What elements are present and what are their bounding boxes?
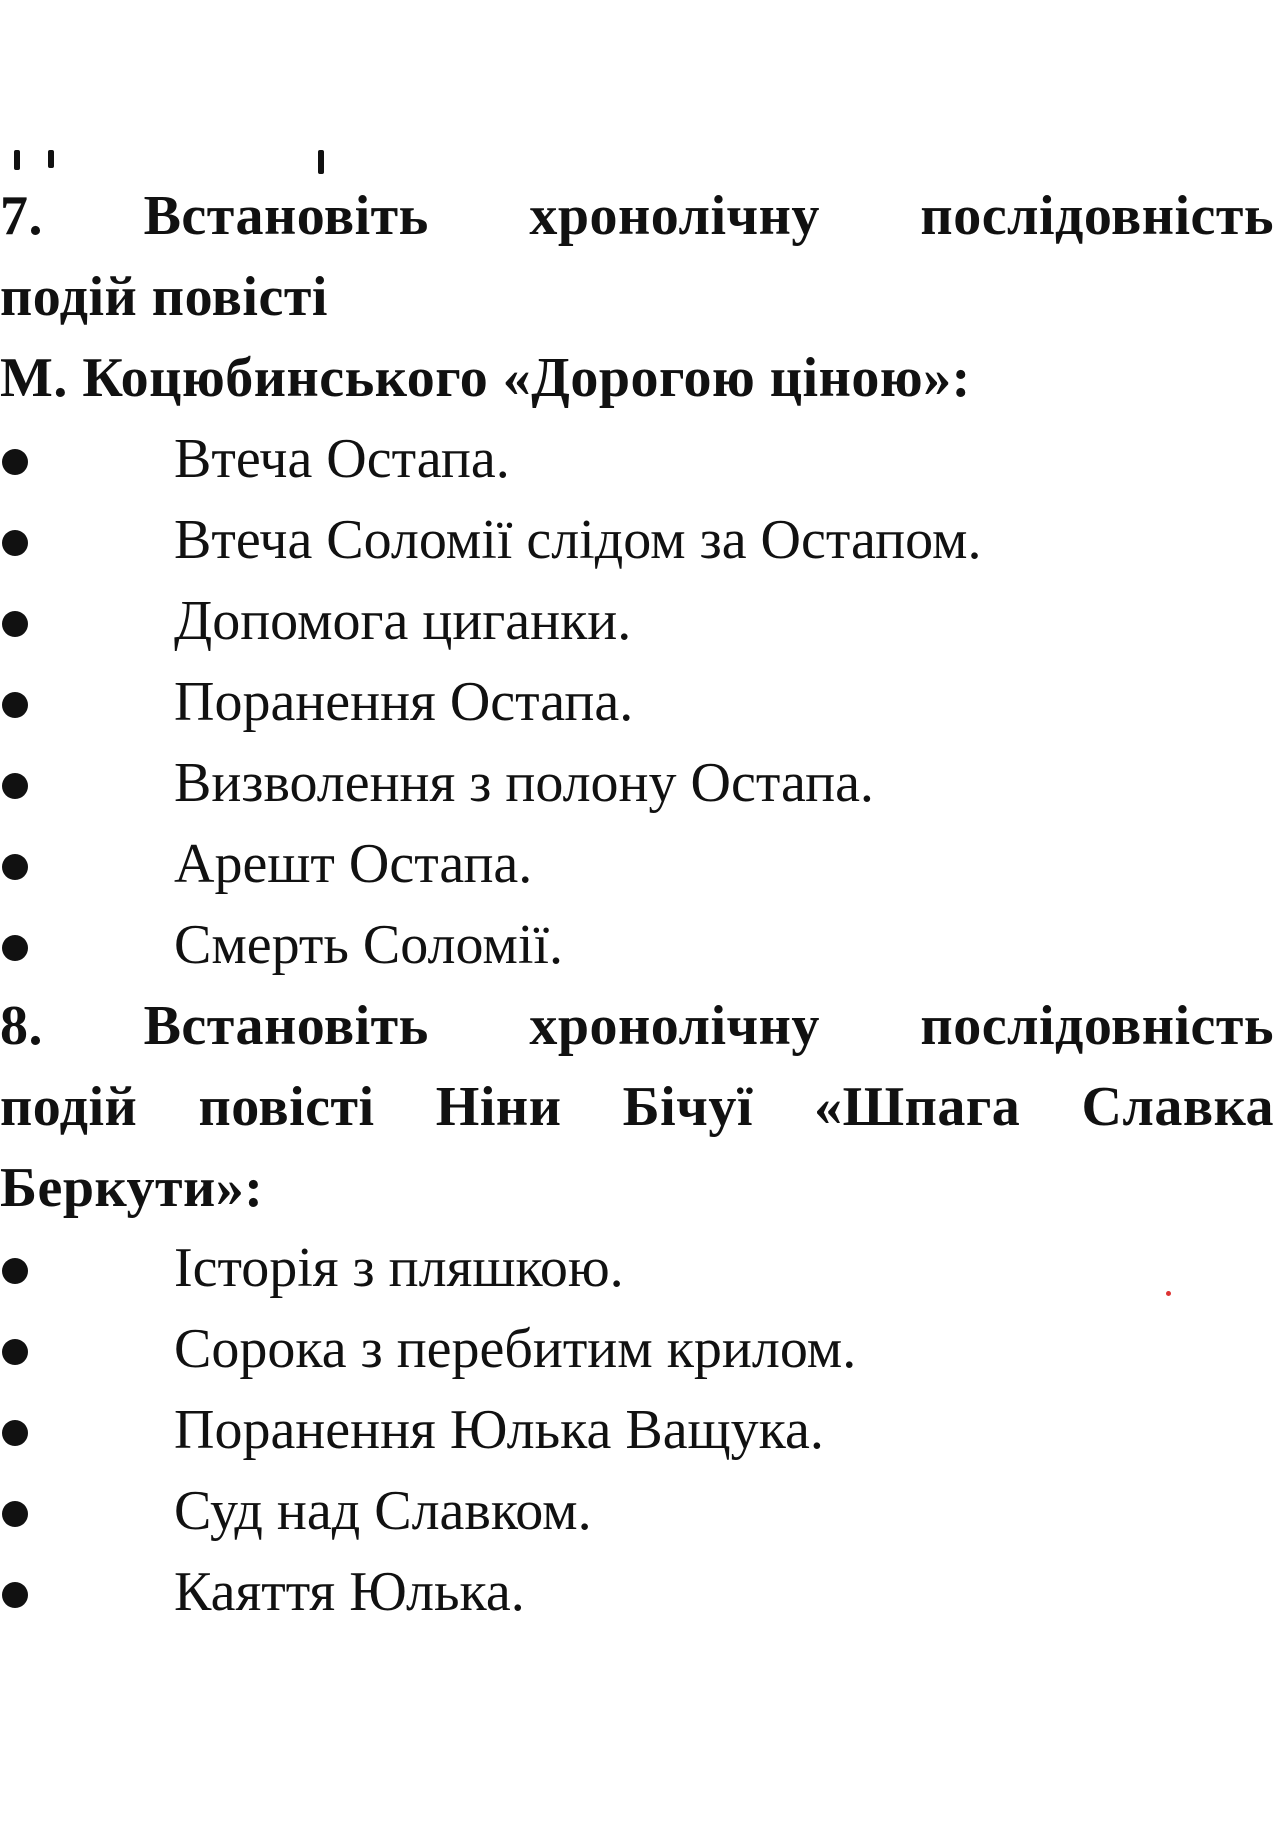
bullet-icon xyxy=(2,1582,28,1608)
bullet-icon xyxy=(2,1339,28,1365)
list-item-text: Смерть Соломії. xyxy=(174,914,563,976)
task-7-heading xyxy=(0,176,1274,419)
list-item-text: Втеча Соломії слідом за Остапом. xyxy=(174,509,982,571)
bullet-icon xyxy=(2,854,28,880)
task-8-heading-line: Беркути»: xyxy=(0,1157,264,1219)
list-item xyxy=(0,1309,1274,1390)
list-item-text: Арешт Остапа. xyxy=(174,833,533,895)
list-item xyxy=(0,1552,1274,1633)
list-item xyxy=(0,500,1274,581)
bullet-icon xyxy=(2,935,28,961)
task-8-heading-line: 8. Встановіть хронолічну послідовність xyxy=(0,995,1274,1057)
list-item xyxy=(0,662,1274,743)
bullet-icon xyxy=(2,1501,28,1527)
task-8-heading xyxy=(0,986,1274,1229)
bullet-icon xyxy=(2,611,28,637)
list-item-text: Поранення Остапа. xyxy=(174,671,634,733)
list-item-text: Втеча Остапа. xyxy=(174,428,510,490)
task-8-heading-line: подій повісті Ніни Бічуї «Шпага Славка xyxy=(0,1076,1274,1138)
list-item-text: Каяття Юлька. xyxy=(174,1561,525,1623)
list-item-text: Визволення з полону Остапа. xyxy=(174,752,874,814)
task-7-event-list xyxy=(0,419,1274,986)
bullet-icon xyxy=(2,692,28,718)
list-item xyxy=(0,419,1274,500)
list-item xyxy=(0,743,1274,824)
list-item xyxy=(0,824,1274,905)
list-item xyxy=(0,905,1274,986)
list-item-text: Суд над Славком. xyxy=(174,1480,592,1542)
bullet-icon xyxy=(2,449,28,475)
task-7-heading-line: подій повісті xyxy=(0,266,328,328)
bullet-icon xyxy=(2,1420,28,1446)
list-item xyxy=(0,581,1274,662)
list-item xyxy=(0,1390,1274,1471)
bullet-icon xyxy=(2,530,28,556)
list-item xyxy=(0,1228,1274,1309)
bullet-icon xyxy=(2,1258,28,1284)
list-item-text: Сорока з перебитим крилом. xyxy=(174,1318,857,1380)
list-item xyxy=(0,1471,1274,1552)
task-7-heading-line: М. Коцюбинського «Дорогою ціною»: xyxy=(0,347,971,409)
list-item-text: Історія з пляшкою. xyxy=(174,1237,624,1299)
list-item-text: Поранення Юлька Ващука. xyxy=(174,1399,824,1461)
stray-mark xyxy=(1166,1291,1171,1296)
list-item-text: Допомога циганки. xyxy=(174,590,632,652)
cropped-previous-line xyxy=(0,150,1274,174)
task-7-heading-line: 7. Встановіть хронолічну послідовність xyxy=(0,185,1274,247)
task-8-event-list xyxy=(0,1228,1274,1633)
bullet-icon xyxy=(2,773,28,799)
